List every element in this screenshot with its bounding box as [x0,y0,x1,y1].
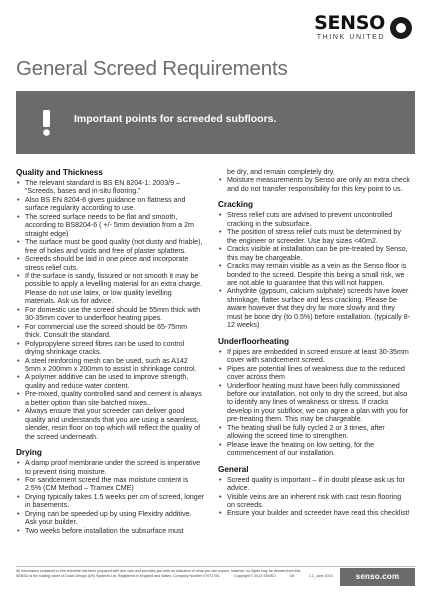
section-heading-quality: Quality and Thickness [16,168,103,177]
footer-divider [16,566,415,567]
cracking-list [218,211,410,329]
section-heading-general: General [218,464,249,474]
footer-version: 1.2_June 2013 [308,574,333,579]
footer-disclaimer: All information contained in this checklist has been prepared with due care and provides you with an indication of what you can expect, however, no rights may be derived from this. [16,569,302,573]
list-item: • If the surface is sandy, fissured or not smooth it may be possible to apply a levelling material for an extra charge. Please do not use latex, or low quality levelling materials. Ask us for advice. [16,272,204,306]
list-item: • Ensure your builder and screeder have read this checklist! [218,509,410,517]
general-list [218,476,410,518]
list-item: • A damp proof membrane under the screed is imperative to prevent rising moisture. [16,459,204,476]
footer-text [16,569,336,579]
list-item: • For domestic use the screed should be 55mm thick with 30-35mm cover to underfloor heating pipes. [16,306,204,323]
list-item: • For commercial use the screed should be 65-75mm thick. Consult the standard. [16,323,204,340]
list-item: • For sandcement screed the max moisture content is 2.5% (CM Method – Tramex CME) [16,476,204,493]
logo-wordmark: SENSO [314,12,385,34]
list-item: • Cracks visible at installation can be pre-treated by Senso, this may be chargeable. [218,245,410,262]
list-item: • Anhydrite (gypsum, calcium sulphate) screeds have lower shrinkage, flatter surface and less cracking. Please be aware however that they dry far more slowly and they must be bone dry (to 0.5%) before installation. (typically 8-12 weeks) [218,287,410,329]
footer-url[interactable]: senso.com [355,572,400,581]
list-item-continued: be dry, and remain completely dry. [227,168,335,176]
brand-logo [314,14,412,42]
logo-tagline: THINK UNITED [316,34,385,41]
list-item: • Polypropylene screed fibres can be used to control drying shrinkage cracks. [16,340,204,357]
quality-list [16,179,204,441]
list-item: • If pipes are embedded in screed ensure at least 30-35mm cover with sandcement screed. [218,348,410,365]
exclamation-icon [39,110,54,136]
list-item: • Screeds should be laid in one piece and incorporate stress relief cuts. [16,255,204,272]
list-item: • The surface must be good quality (not dusty and friable), free of holes and voids and free of plaster splatters. [16,238,204,255]
footer-country: UK [289,574,295,579]
footer-company: SENSO is the trading name of Dutch Design (UK) Systems Ltd, Registered in England and Wales: Company Number 07671706. [16,574,221,579]
list-item: • The screed surface needs to be flat and smooth, according to BS8204-6 ( +/- 5mm deviation from a 2m straight edge) [16,213,204,238]
list-item: • Two weeks before installation the subsurface must [16,527,204,535]
section-heading-cracking: Cracking [218,200,254,210]
list-item: • A steel reinforcing mesh can be used, such as A142 5mm x 200mm x 200mm to assist in shrinkage control. [16,357,204,374]
logo-ring-icon [390,17,412,39]
list-item: • The heating shall be fully cycled 2 or 3 times, after allowing the screed time to strengthen. [218,424,410,441]
footer-legal-row [16,574,336,579]
important-banner [16,91,415,154]
list-item: • Please leave the heating on low setting, for the commencement of our installation. [218,441,410,458]
right-column [218,168,410,518]
list-item: • The position of stress relief cuts must be determined by the engineer or screeder. Use bay sizes <40m2. [218,228,410,245]
list-item: • A polymer additive can be used to improve strength, quality and reduce water content. [16,373,204,390]
list-item: • Screed quality is important – if in doubt please ask us for advice. [218,476,410,493]
drying-list-continued [218,168,410,193]
list-item: • Also BS EN 8204-6 gives guidance on flatness and surface regularity according to use. [16,196,204,213]
footer-copyright: Copyright © 2013 SENSO [234,574,276,579]
list-item: • The relevant standard is BS EN 8204-1: 2003/9 – “Screeds, bases and in-situ flooring.” [16,179,204,196]
list-item: • Moisture measurements by Senso are only an extra check and do not transfer responsibility for this key point to us. [218,176,410,193]
footer-url-bar [340,568,415,586]
list-item: • Pipes are potential lines of weakness due to the reduced cover across them [218,365,410,382]
logo-text [314,14,385,42]
section-heading-underfloorheating: Underfloorheating [218,336,289,346]
banner-text: Important points for screeded subfloors. [74,113,277,125]
list-item: • Visible veins are an inherent risk with cast resin flooring on screeds. [218,493,410,510]
list-item: • Drying typically takes 1.5 weeks per cm of screed, longer in basements. [16,493,204,510]
list-item: • Pre-mixed, quality controlled sand and cement is always a better option than site batched mixes.. [16,390,204,407]
left-column [16,168,204,535]
underfloorheating-list [218,348,410,458]
section-heading-drying: Drying [16,448,42,458]
page-title: General Screed Requirements [16,57,288,80]
list-item: • Underfloor heating must have been fully commissioned before our installation, not only to dry the screed, but also to identify any lines of weakness or stress. If cracks develop in your subfloor, we can agree a plan with you for pre-treating them. This may be chargeable. [218,382,410,424]
list-item: • Stress relief cuts are advised to prevent uncontrolled cracking in the subsurface. [218,211,410,228]
drying-list [16,459,204,535]
list-item: • Always ensure that your screeder can deliver good quality and understands that you are using a seamless, slender, resin floor on top which will reflect the quality of the screed underneath. [16,407,204,441]
list-item: • Drying can be speeded up by using Flexidry additive. Ask your builder. [16,510,204,527]
list-item: • Cracks may remain visible as a vein as the Senso floor is bonded to the screed. Despite this being a small risk, we are not able to guarantee that this will not happen. [218,262,410,287]
